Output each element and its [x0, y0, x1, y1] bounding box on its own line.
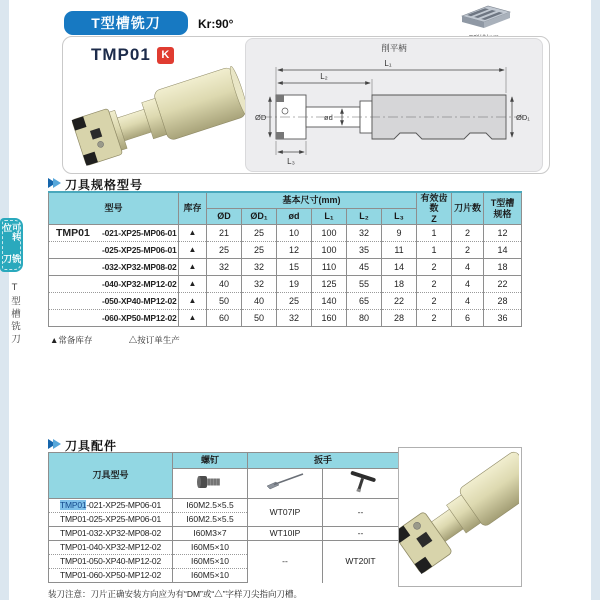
- accessory-cell-wrench: WT07IP: [248, 499, 323, 527]
- spec-cell: 14: [484, 242, 522, 259]
- dimension-drawing-panel: [245, 38, 543, 172]
- sidebar-tab-text: [2, 220, 21, 270]
- model-rest: -021-XP25-MP06-01: [86, 499, 161, 510]
- accessory-row: [49, 541, 399, 555]
- t-handle-wrench-icon-cell: [323, 469, 399, 499]
- shank-type-label: 削平柄: [381, 43, 407, 53]
- spec-cell-model: [49, 225, 179, 242]
- col-teeth-line2: Z: [431, 213, 437, 224]
- sidebar-tab-line1: 可转位: [2, 223, 21, 241]
- spec-cell: 21: [207, 225, 242, 242]
- dim-l3-label: L₃: [287, 157, 295, 166]
- spec-cell: 45: [347, 259, 382, 276]
- spec-cell-model: [49, 259, 179, 276]
- spec-cell-model: [49, 310, 179, 327]
- accessory-cell-screw: I60M5×10: [173, 541, 248, 555]
- page-title-tab: [64, 11, 188, 35]
- torx-key-icon: [263, 471, 307, 493]
- spec-cell-model: [49, 293, 179, 310]
- spec-cell: 22: [382, 293, 417, 310]
- accessory-cell-wrench: --: [323, 527, 399, 541]
- spec-cell: 140: [312, 293, 347, 310]
- spec-cell-stock: ▲: [179, 259, 207, 276]
- spec-cell: 25: [207, 242, 242, 259]
- accessory-cell-screw: I60M3×7: [173, 527, 248, 541]
- accessory-header-row: [49, 453, 399, 469]
- col-basic-dims-header: 基本尺寸(mm): [207, 192, 417, 208]
- flat-wrench-icon-cell: [248, 469, 323, 499]
- spec-cell: 55: [347, 276, 382, 293]
- spec-cell: 22: [484, 276, 522, 293]
- spec-row: [49, 276, 522, 293]
- spec-cell: 2: [452, 242, 484, 259]
- accessory-cell-model: [49, 499, 173, 513]
- model-name: TMP01: [91, 45, 151, 64]
- dim-d-label: ød: [324, 113, 333, 122]
- spec-cell: 4: [452, 276, 484, 293]
- screw-icon: [195, 472, 225, 492]
- col-od1: ØD₁: [242, 208, 277, 224]
- col-od: ØD: [207, 208, 242, 224]
- col-l3: L₃: [382, 208, 417, 224]
- spec-cell: 1: [417, 242, 452, 259]
- col-l2: L₂: [347, 208, 382, 224]
- spec-cell: 15: [277, 259, 312, 276]
- spec-cell: 32: [207, 259, 242, 276]
- spec-row: [49, 293, 522, 310]
- spec-row: [49, 310, 522, 327]
- dim-l1-label: L₁: [384, 59, 392, 68]
- spec-cell: 10: [277, 225, 312, 242]
- spec-cell-stock: ▲: [179, 225, 207, 242]
- col-teeth-header: [417, 192, 452, 225]
- col-stock-header: 库存: [179, 192, 207, 225]
- spec-cell: 4: [452, 259, 484, 276]
- screw-icon-cell: [173, 469, 248, 499]
- sidebar-tab-line2: 铣刀: [2, 254, 21, 264]
- col-model-header: 型号: [49, 192, 179, 225]
- accessory-cell-wrench: WT20IT: [323, 541, 399, 583]
- spec-cell: 40: [242, 293, 277, 310]
- spec-cell: 2: [417, 259, 452, 276]
- spec-cell: 1: [417, 225, 452, 242]
- footnote-order: △按订单生产: [128, 335, 180, 345]
- spec-cell-stock: ▲: [179, 276, 207, 293]
- spec-cell-model: [49, 276, 179, 293]
- accessory-cell-screw: I60M2.5×5.5: [173, 499, 248, 513]
- model-suffix: -050-XP40-MP12-02: [102, 295, 177, 306]
- spec-cell-model: [49, 242, 179, 259]
- sidebar-category-tab: [0, 218, 23, 272]
- spec-cell: 12: [277, 242, 312, 259]
- col-d: ød: [277, 208, 312, 224]
- accessory-row: [49, 527, 399, 541]
- model-suffix: -040-XP32-MP12-02: [102, 278, 177, 289]
- model-row: [91, 45, 174, 65]
- spec-cell: 6: [452, 310, 484, 327]
- model-suffix: -032-XP32-MP08-02: [102, 261, 177, 272]
- spec-cell: 25: [242, 225, 277, 242]
- model-suffix: -060-XP50-MP12-02: [102, 312, 177, 323]
- spec-cell: 160: [312, 310, 347, 327]
- spec-cell: 32: [242, 259, 277, 276]
- dim-l2-label: L₂: [320, 72, 328, 81]
- spec-cell: 2: [417, 310, 452, 327]
- model-suffix: -021-XP25-MP06-01: [102, 228, 177, 238]
- spec-cell: 32: [277, 310, 312, 327]
- cutter-photo: [69, 65, 249, 169]
- spec-cell: 80: [347, 310, 382, 327]
- spec-cell: 18: [484, 259, 522, 276]
- accessory-cell-screw: I60M5×10: [173, 569, 248, 583]
- col-wrench-header: 扳手: [248, 453, 399, 469]
- accessory-table: [48, 452, 399, 583]
- accessory-photo-box: [398, 447, 522, 587]
- spec-cell: 110: [312, 259, 347, 276]
- page-title: T型槽铣刀: [91, 15, 161, 31]
- t-handle-wrench-icon: [341, 470, 381, 494]
- accessory-cell-screw: I60M5×10: [173, 555, 248, 569]
- installation-note: 装刀注意：刀片正确安装方向应为有“DM”或“△”字样刀尖指向刀槽。: [48, 589, 303, 599]
- accessory-cell-wrench: --: [248, 541, 323, 583]
- spec-cell: 60: [207, 310, 242, 327]
- accessory-cell-screw: I60M2.5×5.5: [173, 513, 248, 527]
- spec-section-title: 刀具规格型号: [65, 177, 144, 192]
- spec-row: [49, 225, 522, 242]
- spec-header-row: [49, 192, 522, 208]
- accessory-cell-model: TMP01-040-XP32-MP12-02: [49, 541, 173, 555]
- spec-table: [48, 191, 522, 327]
- spec-cell-stock: ▲: [179, 310, 207, 327]
- spec-cell: 125: [312, 276, 347, 293]
- spec-row: [49, 259, 522, 276]
- sidebar-subcategory-label: T型槽铣刀: [9, 282, 20, 346]
- accessory-cell-model: TMP01-032-XP32-MP08-02: [49, 527, 173, 541]
- footnote-stock: ▲常备库存: [50, 335, 93, 345]
- spec-cell: 14: [382, 259, 417, 276]
- accessory-cell-wrench: --: [323, 499, 399, 527]
- spec-cell: 18: [382, 276, 417, 293]
- spec-cell: 32: [242, 276, 277, 293]
- spec-cell: 2: [417, 276, 452, 293]
- spec-cell: 100: [312, 242, 347, 259]
- dim-od-label: ØD: [255, 113, 267, 122]
- accessory-row: [49, 499, 399, 513]
- spec-cell: 32: [347, 225, 382, 242]
- col-tool-model-header: 刀具型号: [49, 453, 173, 499]
- spec-cell: 4: [452, 293, 484, 310]
- dim-od1-label: ØD₁: [516, 113, 530, 122]
- grade-badge: K: [157, 47, 174, 64]
- spec-cell: 11: [382, 242, 417, 259]
- accessory-cell-wrench: WT10IP: [248, 527, 323, 541]
- spec-cell: 19: [277, 276, 312, 293]
- spec-cell: 65: [347, 293, 382, 310]
- spec-cell: 100: [312, 225, 347, 242]
- spec-cell: 40: [207, 276, 242, 293]
- accessory-cell-model: TMP01-050-XP40-MP12-02: [49, 555, 173, 569]
- spec-cell: 28: [382, 310, 417, 327]
- spec-cell: 25: [242, 242, 277, 259]
- spec-cell-stock: ▲: [179, 293, 207, 310]
- spec-row: [49, 242, 522, 259]
- right-margin-strip: [591, 0, 600, 600]
- accessory-cell-model: TMP01-060-XP50-MP12-02: [49, 569, 173, 583]
- stock-footnotes: [50, 334, 214, 346]
- spec-cell: 28: [484, 293, 522, 310]
- spec-cell: 2: [417, 293, 452, 310]
- accessory-section-title: 刀具配件: [65, 438, 118, 453]
- dimension-drawing: [254, 53, 534, 167]
- col-inserts-header: 刀片数: [452, 192, 484, 225]
- tslot-block-icon: [452, 2, 516, 28]
- col-tslot-line1: T型槽: [490, 198, 515, 209]
- spec-cell: 9: [382, 225, 417, 242]
- spec-cell: 50: [242, 310, 277, 327]
- spec-cell: 2: [452, 225, 484, 242]
- model-highlight: TMP01: [60, 499, 87, 510]
- model-suffix: -025-XP25-MP06-01: [102, 244, 177, 255]
- spec-cell: 25: [277, 293, 312, 310]
- col-tslot-header: [484, 192, 522, 225]
- product-panel: [62, 36, 550, 174]
- spec-cell-stock: ▲: [179, 242, 207, 259]
- approach-angle-label: Kr:90°: [198, 17, 234, 31]
- spec-cell: 36: [484, 310, 522, 327]
- col-tslot-line2: 规格: [493, 208, 512, 219]
- col-screw-header: 螺钉: [173, 453, 248, 469]
- col-l1: L₁: [312, 208, 347, 224]
- accessory-cell-model: TMP01-025-XP25-MP06-01: [49, 513, 173, 527]
- model-prefix: TMP01: [56, 227, 90, 239]
- spec-cell: 35: [347, 242, 382, 259]
- spec-cell: 12: [484, 225, 522, 242]
- spec-cell: 50: [207, 293, 242, 310]
- cutter-photo-vertical: [399, 448, 519, 584]
- col-teeth-line1: 有效齿数: [420, 193, 448, 214]
